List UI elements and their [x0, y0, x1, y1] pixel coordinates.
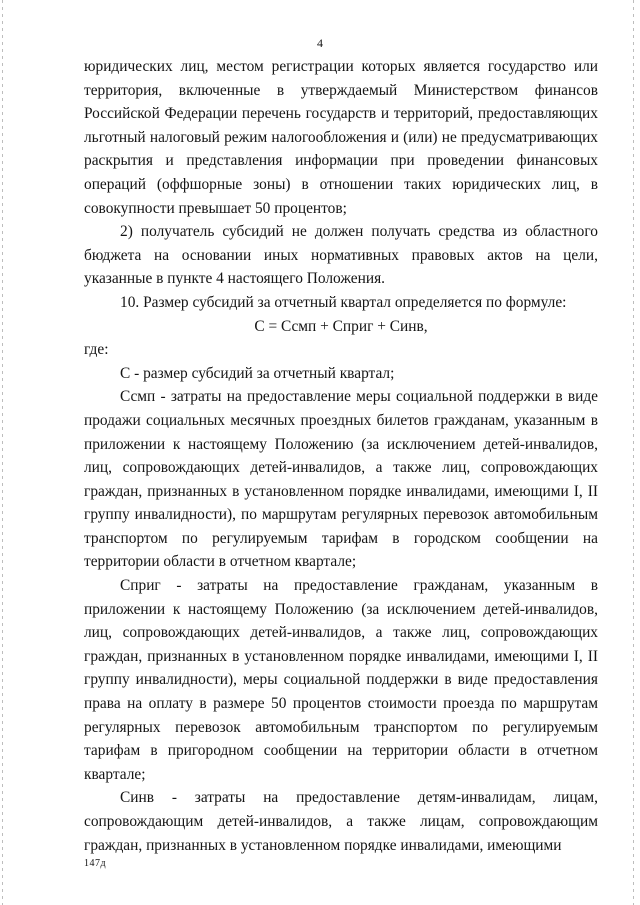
definition-sinv: Синв - затраты на предоставление детям-инвалидам, лицам, сопровождающим детей-инвалидов, а также лицам, сопровождающим граждан, признанных в установленном порядке инвалидами, имеющими	[84, 789, 598, 854]
page-number: 4	[317, 36, 323, 50]
definition-sprig: Сприг - затраты на предоставление гражданам, указанным в приложении к настоящему Положению (за исключением детей-инвалидов, лиц, сопровождающих детей-инвалидов, а также лиц, сопровождающих граждан, признанных в установленном порядке инвалидами, имеющими I, II группу инвалидности), меры социальной поддержки в виде предоставления права на оплату в размере 50 процентов стоимости проезда по маршрутам регулярных перевозок автомобильным транспортом по регулируемым тарифам в пригородном сообщении на территории области в отчетном квартале;	[84, 577, 598, 783]
paragraph-section-10: 10. Размер субсидий за отчетный квартал определяется по формуле:	[120, 293, 567, 311]
scan-edge-left	[2, 0, 3, 905]
formula: С = Ссмп + Сприг + Синв,	[254, 317, 428, 335]
scan-edge-right	[633, 0, 634, 905]
document-body	[84, 55, 598, 857]
paragraph-continuation: юридических лиц, местом регистрации которых является государство или территория, включенные в утверждаемый Министерством финансов Российской Федерации перечень государств и территорий, предоставляющих льготный налоговый режим налогообложения и (или) не предусматривающих раскрытия и представления информации при проведении финансовых операций (оффшорные зоны) в отношении таких юридических лиц, в совокупности превышает 50 процентов;	[84, 58, 598, 217]
definition-ssmp: Ссмп - затраты на предоставление меры социальной поддержки в виде продажи социальных месячных проездных билетов гражданам, указанным в приложении к настоящему Положению (за исключением детей-инвалидов, лиц, сопровождающих детей-инвалидов, а также лиц, сопровождающих граждан, признанных в установленном порядке инвалидами, имеющими I, II группу инвалидности), по маршрутам регулярных перевозок автомобильным транспортом по регулируемым тарифам в городском сообщении на территории области в отчетном квартале;	[84, 388, 598, 571]
paragraph-item-2: 2) получатель субсидий не должен получать средства из областного бюджета на основании иных нормативных правовых актов на цели, указанные в пункте 4 настоящего Положения.	[84, 223, 598, 288]
definition-c: С - размер субсидий за отчетный квартал;	[120, 364, 395, 382]
footer-code: 147д	[84, 858, 107, 869]
paragraph-where: где:	[84, 341, 109, 359]
